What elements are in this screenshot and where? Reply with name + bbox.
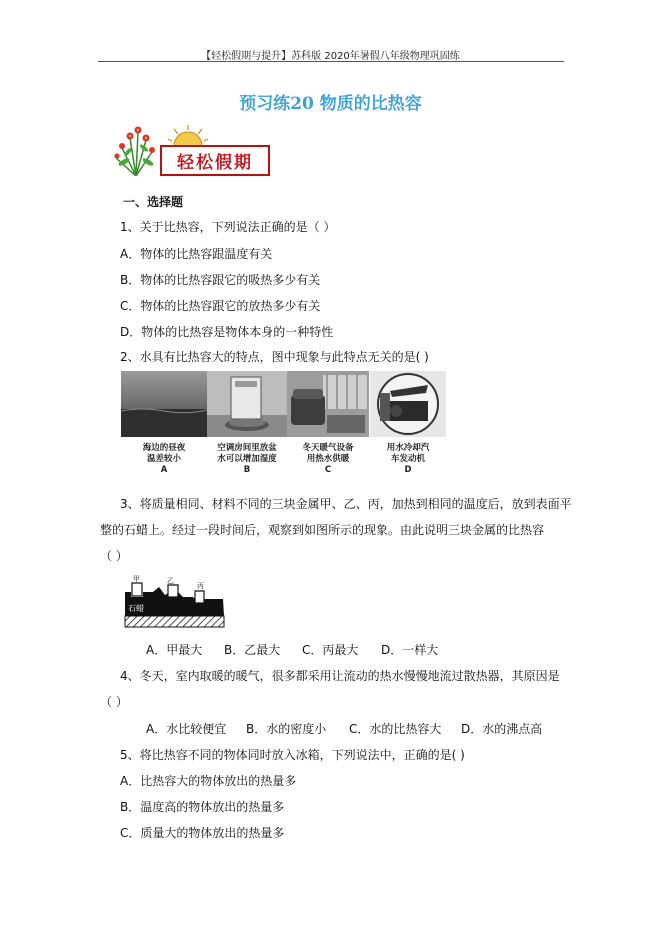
flower-icon [108,118,168,176]
q3-option-d: D．一样大 [381,643,439,657]
q4-line-2: （ ） [100,695,128,709]
q2-image-a [121,371,207,437]
q2-image-b [207,371,287,437]
q5-stem: 5、将比热容不同的物体同时放入冰箱，下列说法中，正确的是( ) [120,748,465,762]
q1-option-c: C．物体的比热容跟它的放热多少有关 [120,299,321,313]
q4-option-a: A．水比较便宜 [146,722,227,736]
q3-label-yi: 乙 [167,577,174,585]
q3-option-c: C．丙最大 [302,643,359,657]
header-divider [98,61,564,62]
q1-option-a: A．物体的比热容跟温度有关 [120,247,273,261]
q4-option-c: C．水的比热容大 [349,722,442,736]
banner-text: 轻松假期 [177,153,253,173]
q2-image-c [287,371,369,437]
q5-option-a: A．比热容大的物体放出的热量多 [120,774,297,788]
q5-option-b: B．温度高的物体放出的热量多 [120,800,285,814]
q3-line-2: 整的石蜡上。经过一段时间后，观察到如图所示的现象。由此说明三块金属的比热容 [100,523,545,537]
q3-label-bing: 丙 [197,582,204,590]
page-header: 【轻松假期与提升】苏科版 2020年暑假八年级物理巩固练 [201,51,460,62]
q2-stem: 2、水具有比热容大的特点，图中现象与此特点无关的是( ) [120,350,429,364]
page-title: 预习练20 物质的比热容 [239,94,422,114]
q1-option-d: D．物体的比热容是物体本身的一种特性 [120,325,334,339]
q2-image-d [370,371,446,437]
q3-label-wax: 石蜡 [128,604,144,613]
q3-line-1: 3、将质量相同、材料不同的三块金属甲、乙、丙，加热到相同的温度后，放到表面平 [120,497,572,511]
q3-label-jia: 甲 [133,575,140,583]
q3-option-b: B．乙最大 [224,643,281,657]
q1-option-b: B．物体的比热容跟它的吸热多少有关 [120,273,321,287]
q3-line-3: （ ） [100,549,128,563]
q3-wax-figure [123,573,226,629]
q4-option-b: B．水的密度小 [246,722,327,736]
q2-caption-b: 空调房间里放盆 水可以增加湿度 B [217,443,277,475]
q2-caption-a: 海边的昼夜 温差较小 A [142,443,186,475]
q4-line-1: 4、冬天，室内取暖的暖气，很多都采用让流动的热水慢慢地流过散热器，其原因是 [120,669,560,683]
q2-caption-c: 冬天暖气设备 用热水供暖 C [302,443,354,475]
vacation-banner [160,145,270,176]
section-heading: 一、选择题 [123,195,184,209]
q3-option-a: A．甲最大 [146,643,203,657]
q4-option-d: D．水的沸点高 [461,722,543,736]
q1-stem: 1、关于比热容，下列说法正确的是（ ） [120,220,336,234]
q5-option-c: C．质量大的物体放出的热量多 [120,826,285,840]
q2-caption-d: 用水冷却汽 车发动机 D [386,443,430,475]
